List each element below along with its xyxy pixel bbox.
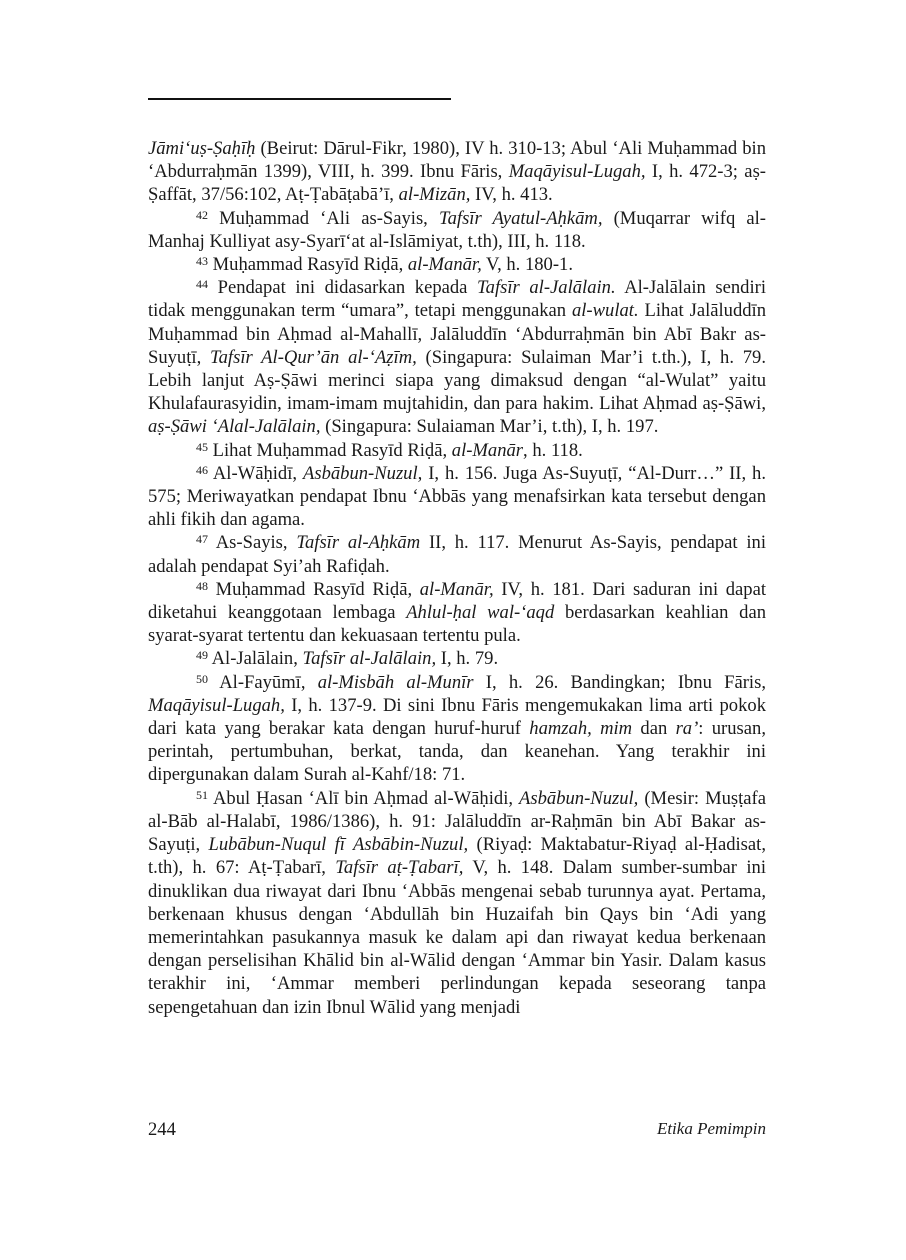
footnote-text: Muḥammad Rasyīd Riḍā,: [208, 254, 408, 276]
footnote-number: 48: [196, 578, 208, 593]
footnote-text: Al-Jalālain,: [208, 648, 303, 670]
footnote-number: 50: [196, 671, 208, 686]
footnote-text: V, h. 148. Dalam sumber-sumbar ini dinuklikan dua riwayat dari Ibnu ‘Abbās mengenai sebab turunnya ayat. Pertama, berkenaan khusus dengan ‘Abdullāh bin Huzaifah bin Qays bin ‘Adi yang memerintahkan pasukannya masuk ke dalam api dan riwayat kedua berkenaan dengan perselisihan Khālid bin al-Wālid dengan ‘Ammar bin Yasir. Dalam kasus terakhir ini, ‘Ammar memberi perlindungan kepada seseorang tanpa sepengetahuan dan izin Ibnul Wālid yang menjadi: [148, 857, 766, 1018]
citation-title: ra’: [675, 718, 699, 740]
citation-title: Tafsīr aṭ-Ṭabarī,: [335, 857, 464, 879]
footnote-49: [148, 647, 766, 670]
footnote-text: (Muqarrar wifq al-Manhaj Kulliyat asy-Syarī‘at al-Islāmiyat, t.th), III, h. 118.: [148, 207, 766, 252]
footnote-number: 44: [196, 277, 208, 292]
footnote-42: [148, 207, 766, 253]
footnote-50: [148, 671, 766, 787]
citation-title: Maqāyisul-Lugah,: [508, 161, 646, 183]
footnote-text: I, h. 137-9. Di sini Ibnu Fāris mengemukakan lima arti pokok dari kata yang berakar kata dengan huruf-huruf: [148, 694, 766, 740]
citation-title: Tafsīr Al-Qur’ān al-‘Aẓīm,: [210, 346, 417, 368]
footnote-text: As-Sayis,: [208, 532, 297, 554]
citation-title: Maqāyisul-Lugah,: [148, 694, 285, 716]
citation-title: al-Mizān,: [398, 184, 471, 206]
footnote-text: (Mesir: Muṣṭafa al-Bāb al-Halabī, 1986/1386), h. 91: Jalāluddīn ar-Raḥmān bin Abī Bakar as-Sayuṭi,: [148, 787, 767, 856]
citation-title: Tafsīr al-Jalālain.: [477, 277, 616, 299]
footnote-number: 45: [196, 439, 208, 454]
footnote-text: (Singapura: Sulaiaman Mar’i, t.th), I, h. 197.: [320, 416, 659, 438]
citation-title: al-Manār: [451, 439, 524, 461]
citation-title: al-wulat.: [571, 300, 639, 322]
footnote-text: (Riyaḍ: Maktabatur-Riyaḍ al-Ḥadisat, t.th), h. 67: Aṭ-Ṭabarī,: [148, 834, 766, 879]
footnote-51: [148, 787, 766, 1019]
citation-title: Lubābun-Nuqul fī Asbābin-Nuzul,: [208, 834, 469, 856]
footnote-number: 47: [196, 532, 208, 547]
footnote-text: (Singapura: Sulaiman Mar’i t.th.), I, h. 79. Lebih lanjut Aṣ-Ṣāwi merinci siapa yang dimaksud dengan “al-Wulat” yaitu Khulafaurasyidin, imam-imam mujtahidin, dan para hakim. Lihat Aḥmad aṣ-Ṣāwi,: [148, 346, 766, 415]
footnote-text: : urusan, perintah, pertumbuhan, berkat, tanda, dan keanehan. Yang terakhir ini dipergunakan dalam Surah al-Kahf/18: 71.: [148, 718, 766, 786]
footnote-separator-rule: [148, 98, 451, 100]
footnote-text: I, h. 26. Bandingkan; Ibnu Fāris,: [473, 671, 766, 693]
footnote-text: Al-Jalālain sendiri tidak menggunakan term “umara”, tetapi menggunakan: [148, 277, 767, 322]
footnote-text: V, h. 180-1.: [481, 254, 573, 276]
page-number: 244: [148, 1119, 176, 1140]
citation-title: Tafsīr Ayatul-Aḥkām,: [438, 207, 603, 229]
footnote-48: [148, 578, 766, 648]
footnote-text: Lihat Jalāluddīn Muḥammad bin Aḥmad al-Mahallī, Jalāluddīn ‘Abdurraḥmān bin Abī Bakr as-Suyuṭī,: [148, 300, 767, 368]
footnote-text: I, h. 156. Juga As-Suyuṭī, “Al-Durr…” II, h. 575; Meriwayatkan pendapat Ibnu ‘Abbās yang menafsirkan kata tersebut dengan ahli fikih dan agama.: [148, 462, 767, 531]
footnote-text: I, h. 79.: [436, 648, 499, 670]
footnote-number: 51: [196, 787, 208, 802]
citation-title: Ahlul-ḥal wal-‘aqd: [406, 602, 555, 624]
footnote-number: 49: [196, 648, 208, 663]
citation-title: al-Misbāh al-Munīr: [317, 671, 474, 693]
footnote-text: Al-Wāḥidī,: [208, 462, 303, 484]
footnote-text: Muḥammad Rasyīd Riḍā,: [208, 578, 420, 600]
footnote-continued: [148, 137, 766, 207]
footnote-text: IV, h. 413.: [470, 184, 553, 206]
citation-title: al-Manār,: [419, 578, 494, 600]
footnote-text: II, h. 117. Menurut As-Sayis, pendapat ini adalah pendapat Syi’ah Rafiḍah.: [148, 532, 766, 577]
citation-title: Jāmi‘uṣ-Ṣaḥīḥ: [148, 138, 256, 159]
footnote-text: Al-Fayūmī,: [208, 671, 318, 693]
footnote-text: Lihat Muḥammad Rasyīd Riḍā,: [208, 439, 452, 461]
citation-title: aṣ-Ṣāwi ‘Alal-Jalālain,: [148, 416, 321, 438]
footnote-43: [148, 253, 766, 276]
page-footer: [148, 1119, 766, 1143]
footnote-text: berdasarkan keahlian dan syarat-syarat tertentu dan kekuasaan tertentu pula.: [148, 602, 766, 647]
citation-title: Asbābun-Nuzul,: [302, 462, 423, 484]
footnote-number: 42: [196, 207, 208, 222]
footnote-text: I, h. 472-3; aṣ-Ṣaffāt, 37/56:102, Aṭ-Ṭabāṭabā’ī,: [148, 161, 766, 206]
footnote-text: Pendapat ini didasarkan kepada: [208, 277, 478, 299]
footnote-47: [148, 531, 766, 577]
citation-title: Asbābun-Nuzul,: [519, 787, 639, 809]
footnotes-section: [148, 137, 766, 1019]
footnote-46: [148, 462, 766, 532]
footnote-text: , h. 118.: [523, 439, 583, 461]
footnote-text: IV, h. 181. Dari saduran ini dapat diketahui keanggotaan lembaga: [148, 578, 766, 624]
footnote-text: Abul Ḥasan ‘Alī bin Aḥmad al-Wāḥidi,: [208, 787, 520, 809]
footnote-45: [148, 439, 766, 462]
footnote-text: (Beirut: Dārul-Fikr, 1980), IV h. 310-13; Abul ‘Ali Muḥammad bin ‘Abdurraḥmān 1399), VIII, h. 399. Ibnu Fāris,: [148, 138, 766, 183]
citation-title: Tafsīr al-Aḥkām: [296, 532, 421, 554]
footnote-text: dan: [632, 718, 676, 740]
running-title: Etika Pemimpin: [656, 1119, 766, 1138]
citation-title: al-Manār,: [407, 254, 482, 276]
citation-title: hamzah, mim: [529, 718, 633, 740]
footnote-44: [148, 276, 766, 438]
footnote-text: Muḥammad ‘Ali as-Sayis,: [208, 207, 439, 229]
footnote-number: 46: [196, 462, 208, 477]
citation-title: Tafsīr al-Jalālain,: [302, 648, 437, 670]
footnote-number: 43: [196, 254, 208, 269]
